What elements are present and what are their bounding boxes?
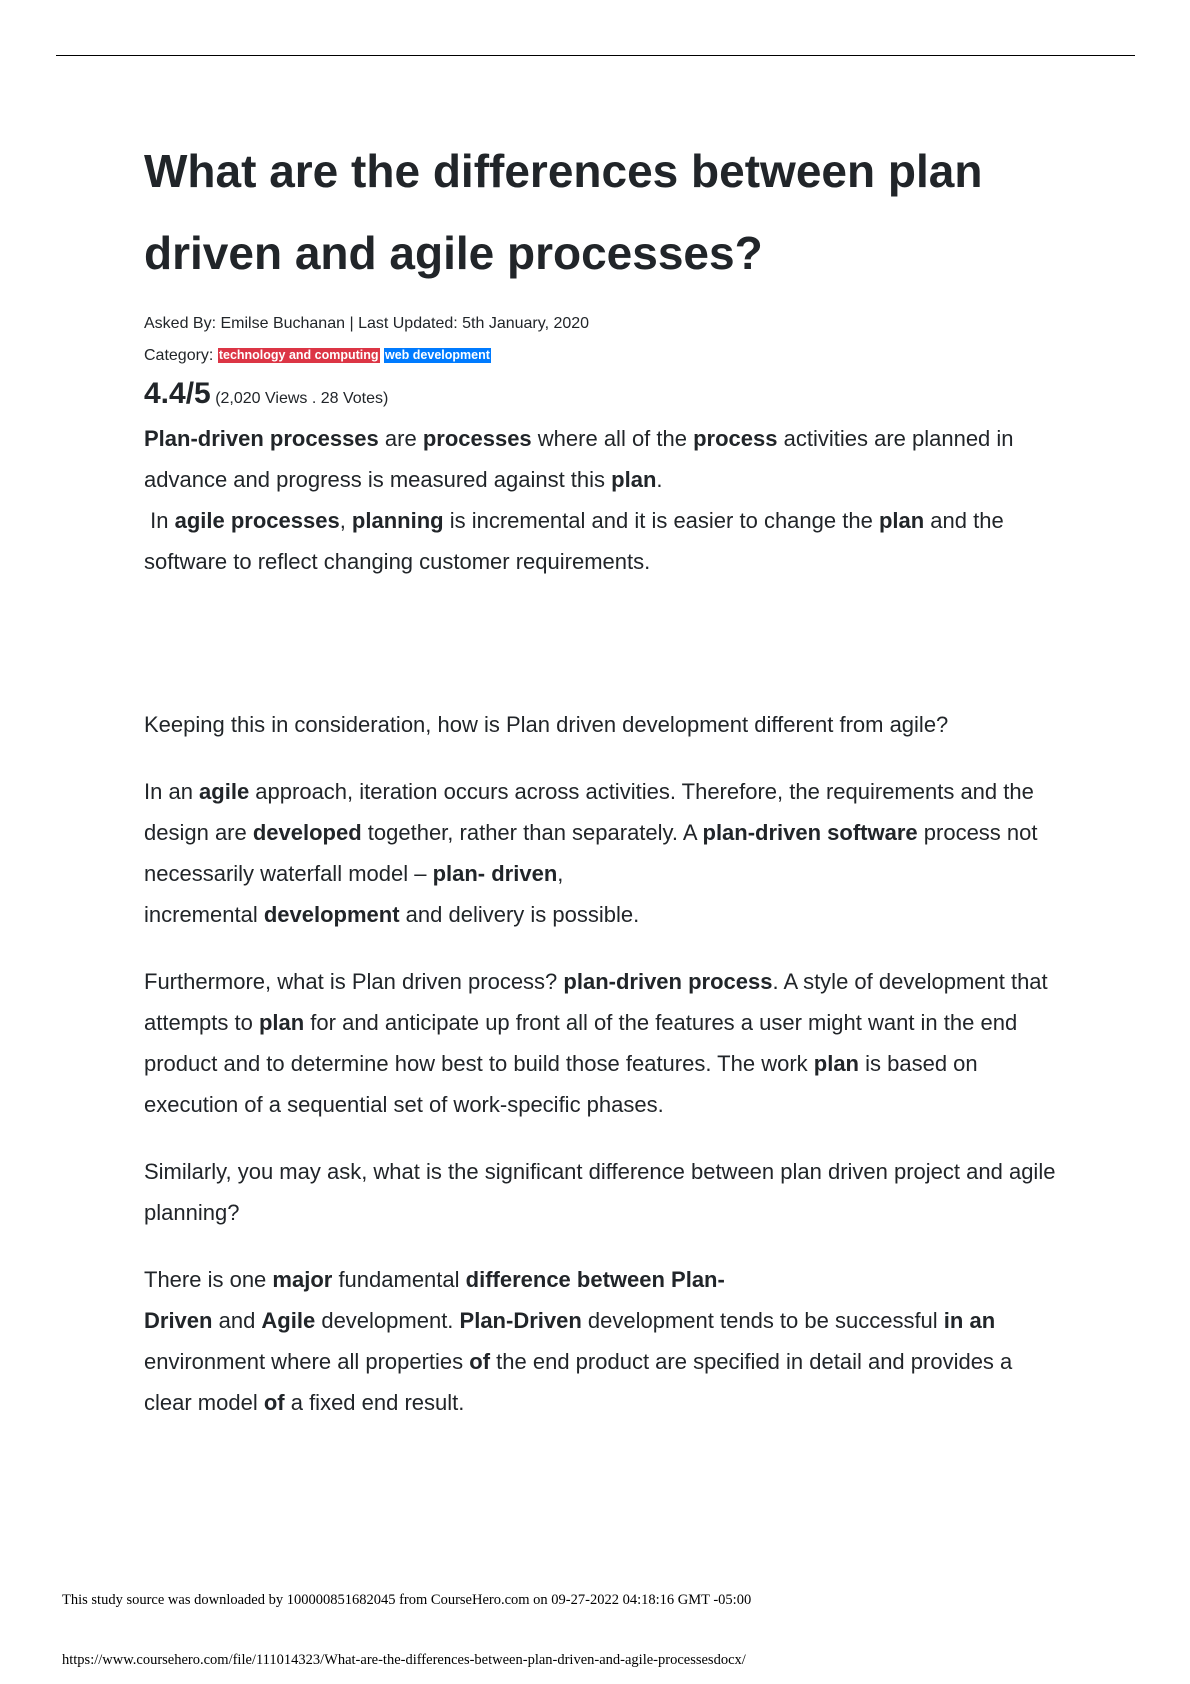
- body-text: process not necessarily waterfall model –: [144, 820, 1038, 886]
- body-text: There is one: [144, 1267, 273, 1292]
- body-text: and the software to reflect changing customer requirements.: [144, 508, 1004, 574]
- body-text: development.: [315, 1308, 460, 1333]
- paragraph: [144, 771, 1064, 935]
- emphasis-text: planning: [351, 508, 444, 533]
- emphasis-text: Plan-Driven: [459, 1308, 582, 1333]
- category-line: [144, 340, 1064, 372]
- author-name: Emilse Buchanan: [220, 315, 345, 332]
- emphasis-text: Agile: [261, 1308, 316, 1333]
- article-meta: [144, 308, 1064, 372]
- emphasis-text: plan-driven process: [563, 969, 773, 994]
- paragraph: [144, 500, 1064, 582]
- body-text: the end product are specified in detail and provides a clear model: [144, 1349, 1013, 1415]
- body-text: In: [144, 508, 175, 533]
- body-text: Furthermore, what is Plan driven process?: [144, 969, 564, 994]
- emphasis-text: of: [469, 1349, 491, 1374]
- body-text: for and anticipate up front all of the features a user might want in the end product and to determine how best to build those features. The work: [144, 1010, 1018, 1076]
- body-text: a fixed end result.: [284, 1390, 465, 1415]
- emphasis-text: of: [263, 1390, 285, 1415]
- emphasis-text: agile processes: [174, 508, 340, 533]
- emphasis-text: development: [263, 902, 400, 927]
- body-text: ,: [339, 508, 352, 533]
- asked-by-label: Asked By:: [144, 315, 217, 332]
- emphasis-text: plan- driven: [432, 861, 558, 886]
- body-text: together, rather than separately. A: [361, 820, 703, 845]
- emphasis-text: Plan-driven processes: [144, 426, 379, 451]
- last-updated-date: 5th January, 2020: [462, 315, 590, 332]
- body-text: .: [656, 467, 663, 492]
- body-text: where all of the: [531, 426, 694, 451]
- source-url: https://www.coursehero.com/file/111014323/What-are-the-differences-between-plan-driven-and-agile-processesdocx/: [62, 1652, 746, 1668]
- body-text: and delivery is possible.: [399, 902, 640, 927]
- body-text: ,: [557, 861, 564, 886]
- download-notice: This study source was downloaded by 100000851682045 from CourseHero.com on 09-27-2022 04:18:16 GMT -05:00: [62, 1592, 752, 1608]
- body-text: Similarly, you may ask, what is the significant difference between plan driven project and agile planning?: [144, 1159, 1056, 1225]
- emphasis-text: process: [693, 426, 778, 451]
- article: [144, 130, 1064, 1423]
- meta-separator: |: [349, 315, 354, 332]
- body-text: development tends to be successful: [581, 1308, 944, 1333]
- body-text: . A style of development that attempts to: [144, 969, 1048, 1035]
- emphasis-text: plan: [878, 508, 925, 533]
- emphasis-text: difference between Plan-: [465, 1267, 725, 1292]
- emphasis-text: plan: [813, 1051, 859, 1076]
- emphasis-text: plan: [258, 1010, 305, 1035]
- body-text: approach, iteration occurs across activities. Therefore, the requirements and the design are: [144, 779, 1034, 845]
- last-updated-label: Last Updated:: [358, 315, 458, 332]
- author-line: [144, 308, 1064, 340]
- paragraph: [144, 1259, 1064, 1423]
- body-text: is based on execution of a sequential set of work-specific phases.: [144, 1051, 978, 1117]
- emphasis-text: Driven: [144, 1308, 213, 1333]
- rating-score: 4.4/5: [144, 377, 211, 410]
- emphasis-text: major: [272, 1267, 333, 1292]
- body-text: and: [212, 1308, 262, 1333]
- emphasis-text: in an: [943, 1308, 996, 1333]
- category-label: Category:: [144, 347, 214, 364]
- rating: [144, 376, 1064, 412]
- page-title: What are the differences between plan driven and agile processes?: [144, 145, 983, 279]
- paragraph: [144, 961, 1064, 1125]
- emphasis-text: agile: [199, 779, 250, 804]
- body-text: is incremental and it is easier to change the: [443, 508, 879, 533]
- body-text: environment where all properties: [144, 1349, 470, 1374]
- header-divider: [56, 55, 1135, 56]
- emphasis-text: plan: [611, 467, 657, 492]
- paragraph: [144, 418, 1064, 500]
- paragraph: [144, 1151, 1064, 1233]
- emphasis-text: processes: [422, 426, 532, 451]
- body-text: incremental: [144, 902, 264, 927]
- body-text: fundamental: [332, 1267, 466, 1292]
- body-text: are: [378, 426, 423, 451]
- body-text: In an: [144, 779, 200, 804]
- category-tag-technology[interactable]: technology and computing: [218, 348, 379, 362]
- emphasis-text: plan-driven software: [702, 820, 918, 845]
- rating-stats: (2,020 Views . 28 Votes): [215, 390, 389, 407]
- category-tag-web-development[interactable]: web development: [385, 348, 490, 362]
- body-text: activities are planned in advance and progress is measured against this: [144, 426, 1014, 492]
- emphasis-text: developed: [252, 820, 362, 845]
- body-text: Keeping this in consideration, how is Plan driven development different from agile?: [144, 712, 949, 737]
- paragraph: [144, 704, 1064, 745]
